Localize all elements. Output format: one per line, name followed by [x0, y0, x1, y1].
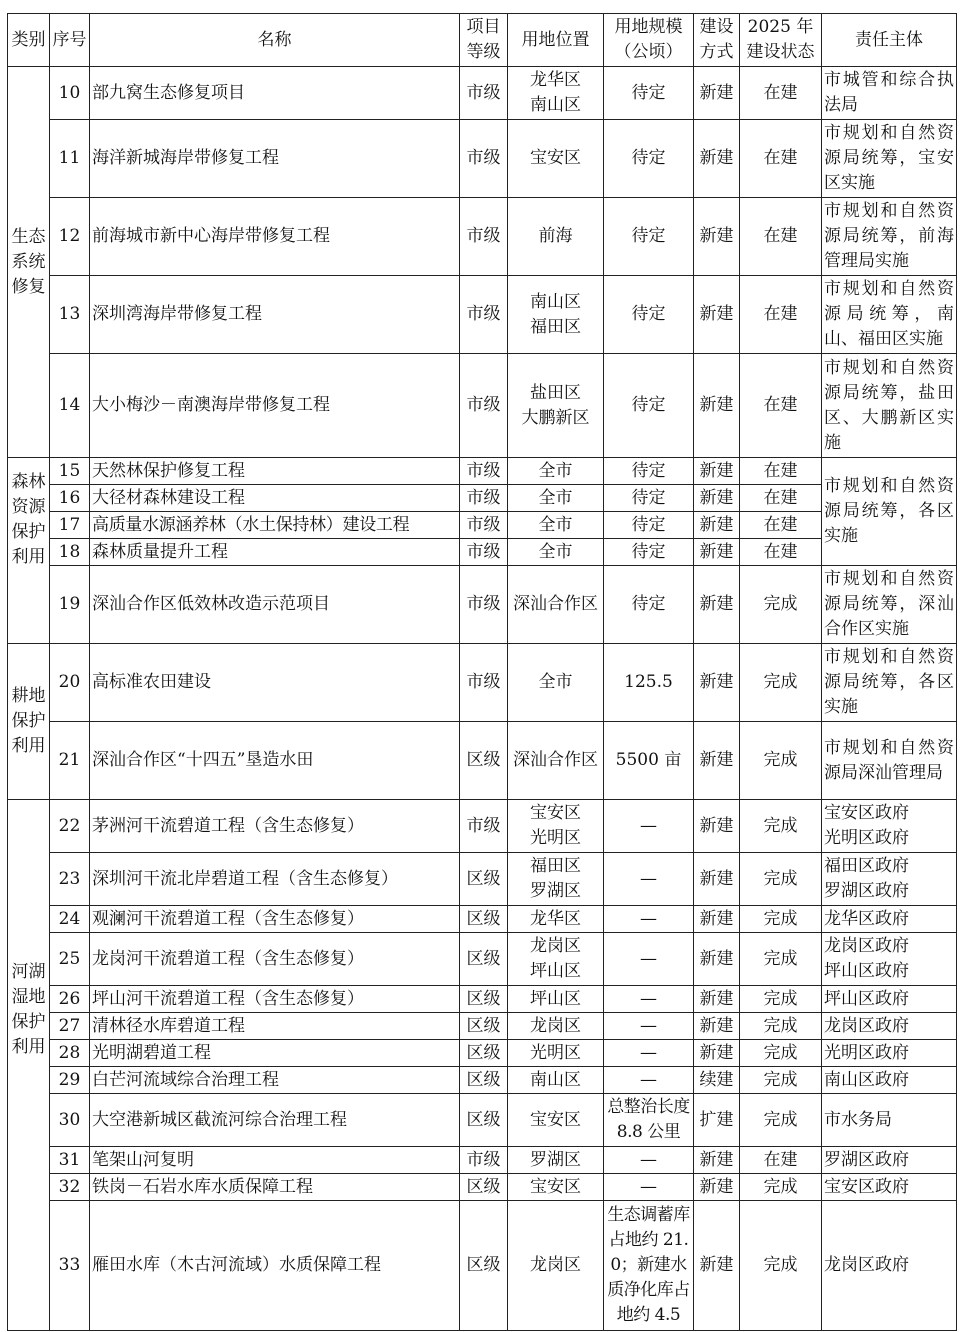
cell-method: 新建	[694, 566, 740, 644]
cell-name: 清林径水库碧道工程	[90, 1013, 460, 1040]
cell-name: 高质量水源涵养林（水土保持林）建设工程	[90, 512, 460, 539]
cell-level: 市级	[460, 276, 508, 354]
cell-name: 前海城市新中心海岸带修复工程	[90, 198, 460, 276]
cell-owner: 市规划和自然资源局统筹，前海管理局实施	[822, 198, 957, 276]
table-row	[8, 458, 957, 485]
cell-seq: 22	[50, 800, 90, 853]
cell-level: 市级	[460, 67, 508, 120]
cell-seq: 25	[50, 933, 90, 986]
cell-level: 市级	[460, 566, 508, 644]
table-row	[8, 1147, 957, 1174]
cell-scale: —	[604, 853, 694, 906]
cell-seq: 32	[50, 1174, 90, 1201]
cell-status: 完成	[740, 644, 822, 722]
cell-status: 完成	[740, 722, 822, 800]
cell-level: 区级	[460, 1174, 508, 1201]
cell-location: 宝安区	[508, 1094, 604, 1147]
cell-name: 铁岗－石岩水库水质保障工程	[90, 1174, 460, 1201]
cell-level: 市级	[460, 800, 508, 853]
project-table	[7, 13, 957, 1331]
table-row	[8, 853, 957, 906]
cell-scale: 待定	[604, 539, 694, 566]
cell-name: 观澜河干流碧道工程（含生态修复）	[90, 906, 460, 933]
category-ecology: 生态系统修复	[8, 67, 50, 458]
cell-location: 龙岗区 坪山区	[508, 933, 604, 986]
cell-method: 新建	[694, 853, 740, 906]
cell-scale: 生态调蓄库占地约 21.0；新建水质净化库占地约 4.5	[604, 1201, 694, 1331]
table-row	[8, 1174, 957, 1201]
cell-status: 在建	[740, 512, 822, 539]
cell-name: 海洋新城海岸带修复工程	[90, 120, 460, 198]
cell-seq: 31	[50, 1147, 90, 1174]
cell-seq: 16	[50, 485, 90, 512]
cell-location: 宝安区	[508, 1174, 604, 1201]
cell-method: 新建	[694, 354, 740, 458]
table-row	[8, 933, 957, 986]
cell-location: 盐田区 大鹏新区	[508, 354, 604, 458]
cell-method: 续建	[694, 1067, 740, 1094]
cell-seq: 11	[50, 120, 90, 198]
category-wetland: 河湖湿地保护利用	[8, 800, 50, 1331]
table-row	[8, 1067, 957, 1094]
table-row	[8, 1094, 957, 1147]
cell-status: 完成	[740, 1013, 822, 1040]
cell-owner: 坪山区政府	[822, 986, 957, 1013]
cell-scale: —	[604, 1013, 694, 1040]
cell-method: 新建	[694, 458, 740, 485]
table-row	[8, 354, 957, 458]
cell-method: 新建	[694, 933, 740, 986]
header-location: 用地位置	[508, 14, 604, 67]
cell-seq: 29	[50, 1067, 90, 1094]
header-row	[8, 14, 957, 67]
cell-owner: 市规划和自然资源局统筹，各区实施	[822, 644, 957, 722]
cell-owner-forest-group: 市规划和自然资源局统筹，各区实施	[822, 458, 957, 566]
cell-name: 光明湖碧道工程	[90, 1040, 460, 1067]
cell-level: 市级	[460, 120, 508, 198]
cell-level: 市级	[460, 512, 508, 539]
cell-level: 区级	[460, 933, 508, 986]
cell-location: 龙华区 南山区	[508, 67, 604, 120]
cell-owner: 市规划和自然资源局统筹，盐田区、大鹏新区实施	[822, 354, 957, 458]
cell-scale: —	[604, 1147, 694, 1174]
cell-location: 全市	[508, 644, 604, 722]
cell-status: 完成	[740, 933, 822, 986]
header-method: 建设方式	[694, 14, 740, 67]
cell-scale: 待定	[604, 458, 694, 485]
cell-location: 前海	[508, 198, 604, 276]
cell-name: 天然林保护修复工程	[90, 458, 460, 485]
cell-status: 在建	[740, 67, 822, 120]
cell-scale: 待定	[604, 566, 694, 644]
cell-name: 森林质量提升工程	[90, 539, 460, 566]
cell-method: 新建	[694, 1013, 740, 1040]
cell-owner: 宝安区政府	[822, 1174, 957, 1201]
cell-level: 区级	[460, 906, 508, 933]
cell-scale: —	[604, 1040, 694, 1067]
cell-seq: 33	[50, 1201, 90, 1331]
cell-method: 扩建	[694, 1094, 740, 1147]
category-farmland: 耕地保护利用	[8, 644, 50, 800]
cell-location: 全市	[508, 539, 604, 566]
table-wrapper	[7, 13, 957, 1331]
cell-status: 在建	[740, 539, 822, 566]
cell-owner: 福田区政府 罗湖区政府	[822, 853, 957, 906]
cell-name: 大空港新城区截流河综合治理工程	[90, 1094, 460, 1147]
cell-seq: 23	[50, 853, 90, 906]
cell-owner: 南山区政府	[822, 1067, 957, 1094]
cell-name: 坪山河干流碧道工程（含生态修复）	[90, 986, 460, 1013]
cell-name: 大小梅沙－南澳海岸带修复工程	[90, 354, 460, 458]
cell-method: 新建	[694, 1174, 740, 1201]
cell-status: 在建	[740, 198, 822, 276]
cell-location: 宝安区	[508, 120, 604, 198]
cell-name: 高标准农田建设	[90, 644, 460, 722]
cell-method: 新建	[694, 120, 740, 198]
cell-name: 雁田水库（木古河流域）水质保障工程	[90, 1201, 460, 1331]
cell-scale: 待定	[604, 512, 694, 539]
cell-location: 宝安区 光明区	[508, 800, 604, 853]
cell-status: 完成	[740, 1201, 822, 1331]
cell-scale: 待定	[604, 198, 694, 276]
cell-method: 新建	[694, 198, 740, 276]
table-row	[8, 1040, 957, 1067]
cell-seq: 10	[50, 67, 90, 120]
cell-seq: 30	[50, 1094, 90, 1147]
cell-status: 在建	[740, 354, 822, 458]
cell-location: 全市	[508, 512, 604, 539]
cell-seq: 24	[50, 906, 90, 933]
table-row	[8, 566, 957, 644]
cell-location: 南山区 福田区	[508, 276, 604, 354]
cell-status: 在建	[740, 1147, 822, 1174]
cell-level: 市级	[460, 1147, 508, 1174]
cell-location: 龙岗区	[508, 1201, 604, 1331]
cell-location: 全市	[508, 458, 604, 485]
table-row	[8, 800, 957, 853]
cell-level: 区级	[460, 1013, 508, 1040]
cell-status: 完成	[740, 1067, 822, 1094]
cell-level: 区级	[460, 1040, 508, 1067]
cell-method: 新建	[694, 986, 740, 1013]
cell-name: 大径材森林建设工程	[90, 485, 460, 512]
cell-location: 深汕合作区	[508, 722, 604, 800]
cell-name: 深圳河干流北岸碧道工程（含生态修复）	[90, 853, 460, 906]
header-status: 2025 年建设状态	[740, 14, 822, 67]
cell-method: 新建	[694, 512, 740, 539]
cell-owner: 龙岗区政府 坪山区政府	[822, 933, 957, 986]
header-seq: 序号	[50, 14, 90, 67]
cell-location: 全市	[508, 485, 604, 512]
category-forest: 森林资源保护利用	[8, 458, 50, 644]
cell-name: 深汕合作区低效林改造示范项目	[90, 566, 460, 644]
cell-method: 新建	[694, 800, 740, 853]
cell-owner: 罗湖区政府	[822, 1147, 957, 1174]
cell-scale: 待定	[604, 485, 694, 512]
cell-scale: 待定	[604, 120, 694, 198]
cell-level: 市级	[460, 458, 508, 485]
cell-status: 完成	[740, 1040, 822, 1067]
cell-status: 在建	[740, 458, 822, 485]
cell-location: 罗湖区	[508, 1147, 604, 1174]
cell-scale: 125.5	[604, 644, 694, 722]
cell-location: 龙岗区	[508, 1013, 604, 1040]
table-row	[8, 198, 957, 276]
table-row	[8, 276, 957, 354]
cell-method: 新建	[694, 722, 740, 800]
cell-method: 新建	[694, 1147, 740, 1174]
table-row	[8, 512, 957, 539]
cell-scale: —	[604, 906, 694, 933]
cell-level: 区级	[460, 853, 508, 906]
header-scale: 用地规模（公顷）	[604, 14, 694, 67]
cell-scale: —	[604, 1174, 694, 1201]
cell-method: 新建	[694, 1040, 740, 1067]
cell-level: 市级	[460, 354, 508, 458]
cell-scale: —	[604, 1067, 694, 1094]
cell-seq: 17	[50, 512, 90, 539]
cell-scale: —	[604, 986, 694, 1013]
cell-seq: 21	[50, 722, 90, 800]
cell-method: 新建	[694, 1201, 740, 1331]
header-category: 类别	[8, 14, 50, 67]
cell-owner: 龙岗区政府	[822, 1201, 957, 1331]
cell-status: 完成	[740, 1174, 822, 1201]
cell-seq: 15	[50, 458, 90, 485]
cell-location: 坪山区	[508, 986, 604, 1013]
cell-seq: 12	[50, 198, 90, 276]
cell-method: 新建	[694, 906, 740, 933]
cell-level: 区级	[460, 1094, 508, 1147]
table-row	[8, 1013, 957, 1040]
cell-owner: 宝安区政府 光明区政府	[822, 800, 957, 853]
cell-scale: —	[604, 933, 694, 986]
cell-level: 区级	[460, 1067, 508, 1094]
cell-scale: 待定	[604, 354, 694, 458]
cell-owner: 龙华区政府	[822, 906, 957, 933]
cell-scale: 5500 亩	[604, 722, 694, 800]
cell-level: 区级	[460, 1201, 508, 1331]
cell-status: 在建	[740, 485, 822, 512]
cell-seq: 13	[50, 276, 90, 354]
cell-method: 新建	[694, 485, 740, 512]
cell-status: 完成	[740, 853, 822, 906]
cell-method: 新建	[694, 539, 740, 566]
table-row	[8, 539, 957, 566]
cell-level: 市级	[460, 485, 508, 512]
cell-seq: 20	[50, 644, 90, 722]
cell-location: 光明区	[508, 1040, 604, 1067]
cell-status: 在建	[740, 276, 822, 354]
cell-seq: 19	[50, 566, 90, 644]
cell-seq: 27	[50, 1013, 90, 1040]
cell-status: 完成	[740, 800, 822, 853]
cell-location: 南山区	[508, 1067, 604, 1094]
cell-scale: 待定	[604, 276, 694, 354]
cell-scale: 待定	[604, 67, 694, 120]
header-name: 名称	[90, 14, 460, 67]
cell-status: 在建	[740, 120, 822, 198]
cell-level: 区级	[460, 986, 508, 1013]
header-owner: 责任主体	[822, 14, 957, 67]
cell-owner: 市规划和自然资源局统筹，深汕合作区实施	[822, 566, 957, 644]
cell-location: 龙华区	[508, 906, 604, 933]
table-row	[8, 906, 957, 933]
cell-owner: 市规划和自然资源局深汕管理局	[822, 722, 957, 800]
cell-name: 深汕合作区“十四五”垦造水田	[90, 722, 460, 800]
cell-status: 完成	[740, 906, 822, 933]
cell-level: 市级	[460, 644, 508, 722]
table-row	[8, 120, 957, 198]
cell-name: 深圳湾海岸带修复工程	[90, 276, 460, 354]
table-row	[8, 1201, 957, 1331]
cell-seq: 26	[50, 986, 90, 1013]
cell-status: 完成	[740, 1094, 822, 1147]
cell-method: 新建	[694, 276, 740, 354]
cell-status: 完成	[740, 986, 822, 1013]
cell-level: 区级	[460, 722, 508, 800]
cell-owner: 龙岗区政府	[822, 1013, 957, 1040]
cell-owner: 市水务局	[822, 1094, 957, 1147]
cell-location: 福田区 罗湖区	[508, 853, 604, 906]
table-row	[8, 644, 957, 722]
cell-name: 部九窝生态修复项目	[90, 67, 460, 120]
cell-seq: 28	[50, 1040, 90, 1067]
table-row	[8, 986, 957, 1013]
cell-owner: 光明区政府	[822, 1040, 957, 1067]
cell-method: 新建	[694, 644, 740, 722]
cell-location: 深汕合作区	[508, 566, 604, 644]
cell-level: 市级	[460, 198, 508, 276]
cell-name: 龙岗河干流碧道工程（含生态修复）	[90, 933, 460, 986]
table-row	[8, 722, 957, 800]
cell-scale: —	[604, 800, 694, 853]
cell-method: 新建	[694, 67, 740, 120]
cell-name: 笔架山河复明	[90, 1147, 460, 1174]
cell-level: 市级	[460, 539, 508, 566]
cell-status: 完成	[740, 566, 822, 644]
header-level: 项目等级	[460, 14, 508, 67]
cell-owner: 市规划和自然资源局统筹，南山、福田区实施	[822, 276, 957, 354]
cell-name: 白芒河流域综合治理工程	[90, 1067, 460, 1094]
cell-owner: 市城管和综合执法局	[822, 67, 957, 120]
cell-name: 茅洲河干流碧道工程（含生态修复）	[90, 800, 460, 853]
cell-scale: 总整治长度 8.8 公里	[604, 1094, 694, 1147]
cell-owner: 市规划和自然资源局统筹，宝安区实施	[822, 120, 957, 198]
table-row	[8, 485, 957, 512]
cell-seq: 14	[50, 354, 90, 458]
table-row	[8, 67, 957, 120]
cell-seq: 18	[50, 539, 90, 566]
